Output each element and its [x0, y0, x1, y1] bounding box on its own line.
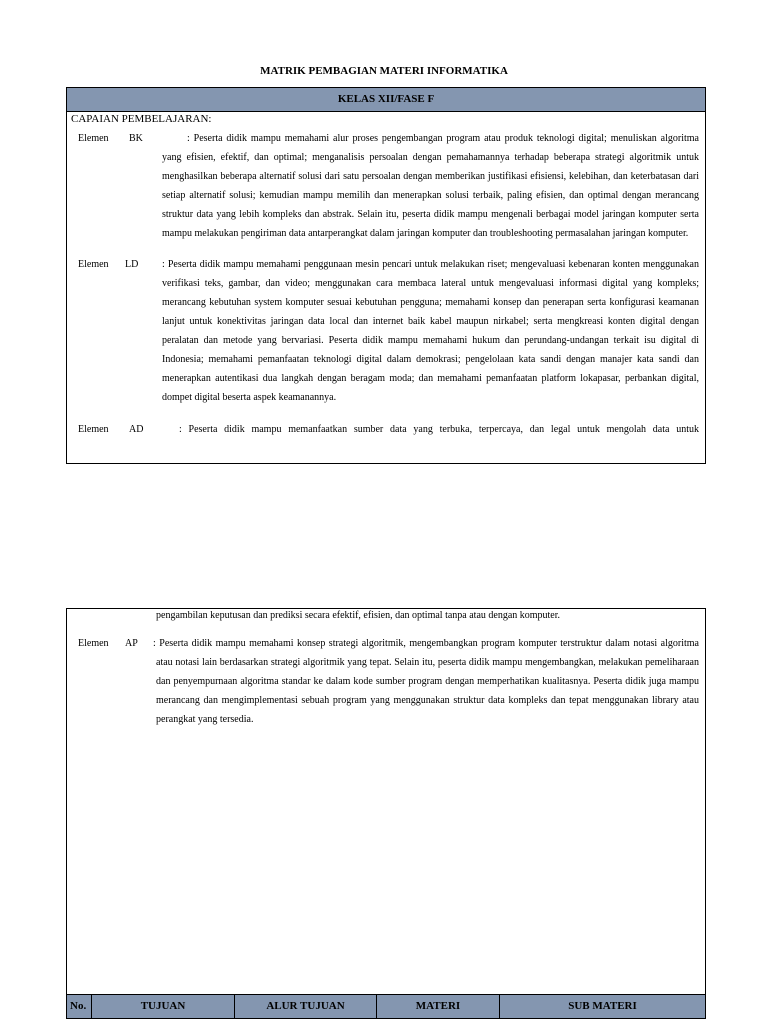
elemen-ld-code: LD — [125, 259, 139, 270]
elemen-ld-label: Elemen — [78, 259, 109, 270]
table-header-tujuan: TUJUAN — [92, 995, 235, 1018]
elemen-ad-continuation: pengambilan keputusan dan prediksi secara efektif, efisien, dan optimal tanpa atau dengan komputer. — [156, 610, 561, 621]
elemen-ad-text: : Peserta didik mampu memanfaatkan sumber data yang terbuka, terpercaya, dan legal untuk mengolah data untuk — [179, 424, 699, 435]
elemen-ad — [67, 420, 705, 439]
table-header-sub-materi: SUB MATERI — [568, 1000, 637, 1012]
elemen-ap-code: AP — [125, 638, 138, 649]
elemen-bk-text: : Peserta didik mampu memahami alur proses pengembangan program atau produk teknologi digital; menuliskan algoritma yang efisien, efektif, dan optimal; menganalisis persoalan dengan pemahamannya terhadap beberapa strategi algoritmik untuk menghasilkan beberapa alternatif solusi dari satu persoalan dengan memberikan justifikasi efisiensi, kelebihan, dan keterbatasan dari setiap alternatif solusi; kemudian mampu memilih dan menerapkan solusi terbaik, paling efisien, dan optimal dengan merancang struktur data yang lebih kompleks dan abstrak. Selain itu, peserta didik mampu mengenali berbagai model jaringan komputer serta mampu melakukan pengiriman data antarperangkat dalam jaringan komputer dan troubleshooting permasalahan jaringan komputer. — [162, 133, 699, 239]
elemen-ld-text: : Peserta didik mampu memahami penggunaan mesin pencari untuk melakukan riset; mengevaluasi kebenaran konten menggunakan verifikasi teks, gambar, dan video; menggunakan cara membaca lateral untuk mengevaluasi informasi digital yang kompleks; merancang kebutuhan system komputer sesuai kebutuhan pengguna; memahami konsep dan penerapan serta konfigurasi keamanan lanjut untuk konektivitas jaringan data local dan internet baik kabel maupun nirkabel; serta mengkreasi konten digital dengan peralatan dan metode yang bervariasi. Peserta didik mampu memahami hukum dan perundang-undangan terkait isu digital di Indonesia; memahami pemanfaatan teknologi digital dalam demokrasi; pengelolaan kata sandi dengan manajer kata sandi dan menerapkan autentikasi dua langkah dengan beragam moda; dan memahami pemanfaatan platform lokapasar, perbankan digital, dompet digital beserta aspek keamanannya. — [162, 259, 699, 403]
elemen-ad-label: Elemen — [78, 424, 109, 435]
elemen-ap-label: Elemen — [78, 638, 109, 649]
table-header-no: No. — [67, 995, 92, 1018]
elemen-ap-text: : Peserta didik mampu memahami konsep strategi algoritmik, mengembangkan program komputer terstruktur dalam notasi algoritma atau notasi lain berdasarkan strategi algoritmik yang tepat. Selain itu, peserta didik mampu mengembangkan, melakukan pemeliharaan dan penyempurnaan algoritma standar ke dalam kode sumber program dengan memperhatikan kualitasnya. Peserta didik juga mampu merancang dan mengimplementasi sebuah program yang menggunakan struktur data kompleks dan tepat menggunakan library atau perangkat yang tersedia. — [153, 638, 699, 725]
table-header-row — [67, 994, 705, 1018]
elemen-ld — [67, 255, 705, 407]
elemen-bk — [67, 129, 705, 243]
table-header-materi: MATERI — [377, 995, 500, 1018]
elemen-bk-label: Elemen — [78, 133, 109, 144]
table-header-alur-tujuan: ALUR TUJUAN — [235, 995, 377, 1018]
capaian-box-page-1 — [66, 87, 706, 464]
elemen-bk-code: BK — [129, 133, 143, 144]
elemen-ad-code: AD — [129, 424, 144, 435]
elemen-ap — [67, 634, 705, 729]
capaian-label: CAPAIAN PEMBELAJARAN: — [71, 113, 212, 125]
document-title: MATRIK PEMBAGIAN MATERI INFORMATIKA — [260, 65, 508, 77]
capaian-box-page-2 — [66, 608, 706, 1019]
kelas-header: KELAS XII/FASE F — [67, 88, 705, 112]
